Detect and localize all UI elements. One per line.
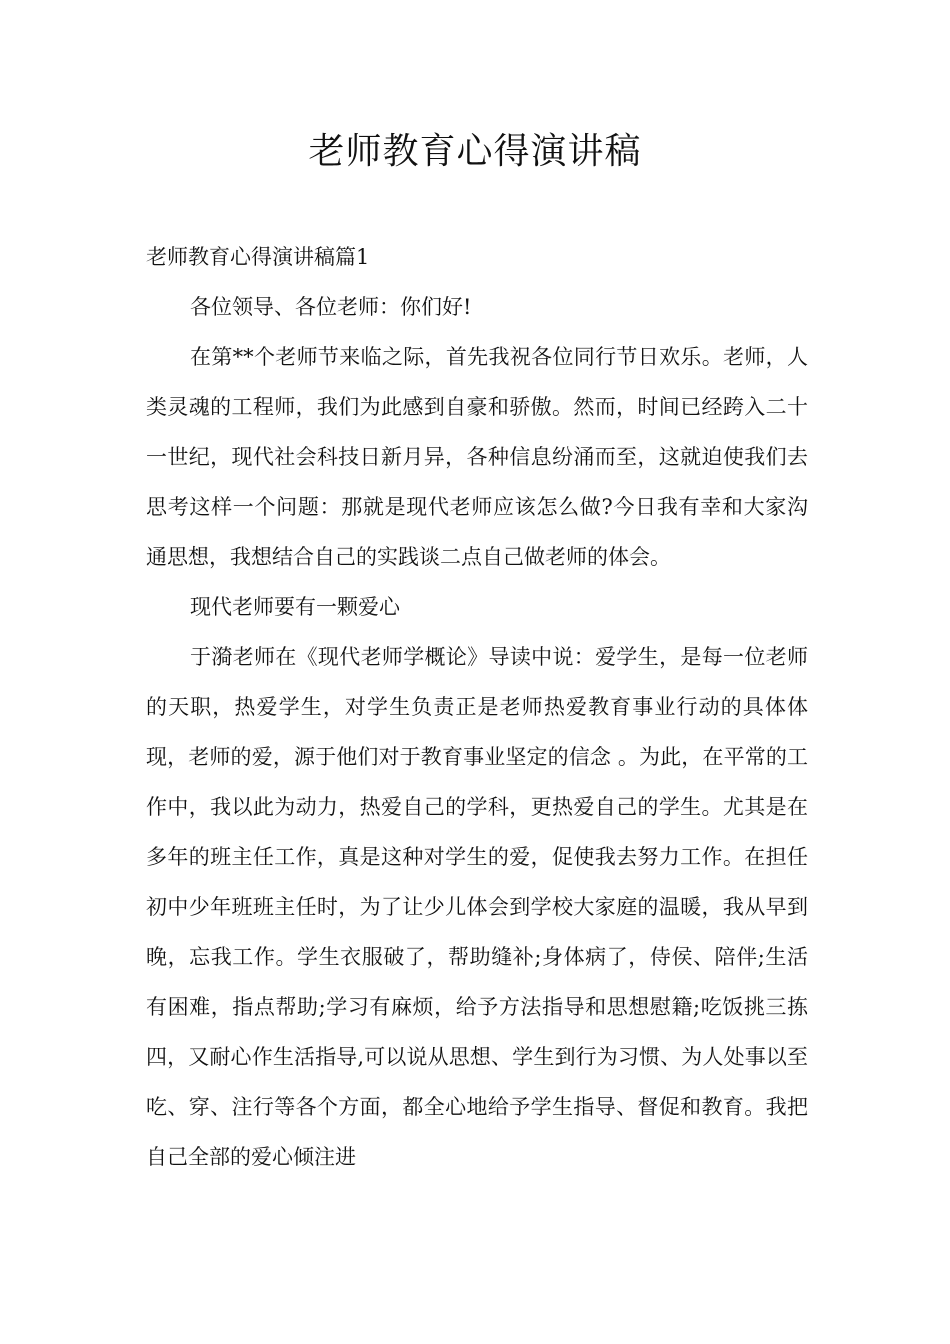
point-heading: 现代老师要有一颗爱心: [190, 595, 400, 619]
greeting-paragraph: 各位领导、各位老师：你们好!: [190, 295, 472, 319]
body-paragraph: 于漪老师在《现代老师学概论》导读中说：爱学生，是每一位老师的天职，热爱学生，对学生负责正是老师热爱教育事业行动的具体体现，老师的爱，源于他们对于教育事业坚定的信念 。为此，在平常的工作中，我以此为动力，热爱自己的学科，更热爱自己的学生。尤其是在多年的班主任工作，真是这种对学生的爱，促使我去努力工作。在担任初中少年班班主任时，为了让少儿体会到学校大家庭的温暖，我从早到晚，忘我工作。学生衣服破了，帮助缝补;身体病了，侍侯、陪伴;生活有困难，指点帮助;学习有麻烦，给予方法指导和思想慰籍;吃饭挑三拣四，又耐心作生活指导,可以说从思想、学生到行为习惯、为人处事以至吃、穿、注行等各个方面，都全心地给予学生指导、督促和教育。我把自己全部的爱心倾注进: [146, 645, 808, 1169]
document-body: [146, 232, 808, 1182]
section-heading: 老师教育心得演讲稿篇1: [146, 245, 370, 269]
document-title: 老师教育心得演讲稿: [308, 131, 642, 172]
body-paragraph: 在第**个老师节来临之际，首先我祝各位同行节日欢乐。老师，人类灵魂的工程师，我们为此感到自豪和骄傲。然而，时间已经跨入二十一世纪，现代社会科技日新月异，各种信息纷涌而至，这就迫使我们去思考这样一个问题：那就是现代老师应该怎么做?今日我有幸和大家沟通思想，我想结合自己的实践谈二点自己做老师的体会。: [146, 345, 808, 569]
